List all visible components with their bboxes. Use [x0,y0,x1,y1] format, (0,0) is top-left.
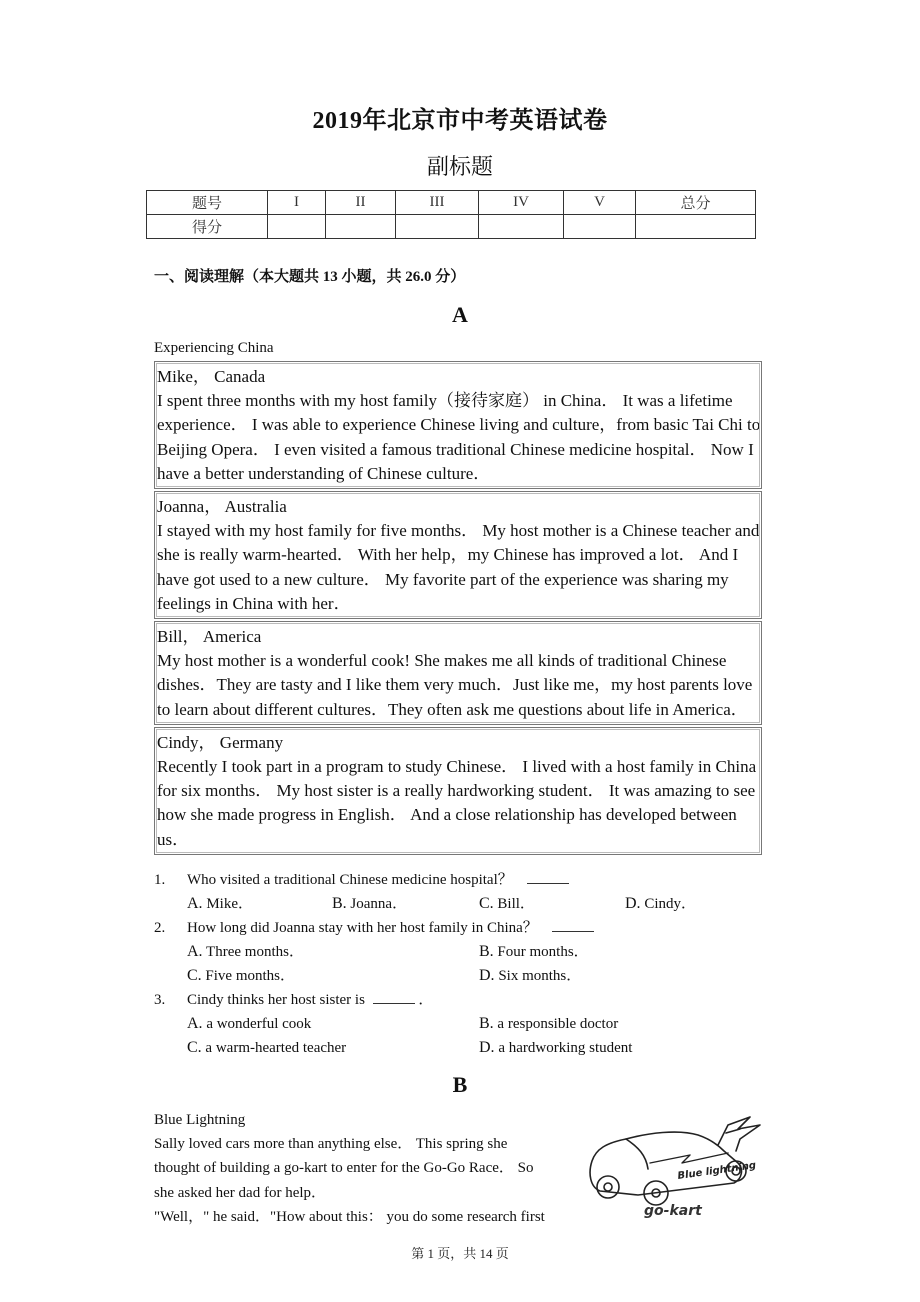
score-table-header-cell: IV [479,191,564,215]
profile-text: I stayed with my host family for five months． My host mother is a Chinese teacher and she is really warm-hearted． With her help，my Chinese has improved a lot． And I have got used to a new culture． My favorite part of the experience was sharing my feelings in China with her． [157,521,760,613]
go-kart-icon [578,1103,766,1225]
score-table-header-cell: V [564,191,636,215]
answer-blank[interactable] [552,917,594,932]
question-2 [154,916,774,940]
profile-header: Bill， America [157,627,262,647]
go-kart-caption: go-kart [644,1203,702,1219]
profile-header: Joanna， Australia [157,497,287,517]
part-a-passage-title: Experiencing China [154,340,274,356]
score-table-header-cell: II [326,191,396,215]
option-d[interactable]: D. Six months． [479,967,582,984]
question-2-options-row-2 [154,964,774,988]
score-cell [326,215,396,239]
score-cell [268,215,326,239]
option-b[interactable]: B. Four months． [479,943,589,960]
question-3: 3. Cindy thinks her host sister is ． [154,988,774,1012]
score-table-score-row [147,215,756,239]
profile-boxes [154,361,762,857]
answer-blank[interactable] [527,869,569,884]
part-b-passage-title: Blue Lightning [154,1112,246,1128]
car-label: Blue lightning [676,1160,757,1182]
option-b[interactable]: B. Joanna． [332,895,408,912]
question-1-options [154,892,774,916]
option-a[interactable]: A. Mike． [187,895,253,912]
score-table-header-row [147,191,756,215]
passage-line: she asked her dad for help． [154,1184,327,1201]
score-table-header-cell: 题号 [147,191,268,215]
option-d[interactable]: D. Cindy． [625,895,696,912]
option-a[interactable]: A. a wonderful cook [187,1015,312,1032]
profile-box-cindy [154,727,762,855]
part-a-letter: A [452,302,468,327]
option-d[interactable]: D. a hardworking student [479,1039,633,1056]
answer-blank[interactable] [373,989,415,1004]
profile-header: Mike， Canada [157,367,266,386]
passage-line: "Well，" he said．"How about this： you do some research first [154,1208,545,1225]
option-a[interactable]: A. Three months． [187,943,304,960]
score-table [146,190,756,239]
score-cell [636,215,756,239]
profile-box-joanna [154,491,762,619]
profile-box-bill [154,621,762,725]
score-table-header-cell: I [268,191,326,215]
question-number: 3. [154,992,166,1008]
option-c[interactable]: C. Bill． [479,895,535,912]
question-text: Cindy thinks her host sister is [187,992,365,1008]
profile-text: I spent three months with my host family（接待家庭） in China． It was a lifetime experience． I was able to experience Chinese living and culture，from basic Tai Chi to Beijing Opera． I even visited a famous traditional Chinese medicine hospital． Now I have a better understanding of Chinese culture． [157,391,761,483]
question-text: Who visited a traditional Chinese medicine hospital？ [187,872,513,888]
question-3-options-row-1 [154,1012,774,1036]
question-3-options-row-2 [154,1036,774,1060]
score-table-header-cell: III [396,191,479,215]
question-text: How long did Joanna stay with her host family in China？ [187,920,538,936]
question-1 [154,868,774,892]
profile-box-mike [154,361,762,489]
part-b-passage [154,1108,574,1229]
passage-line: Sally loved cars more than anything else． This spring she [154,1136,508,1153]
score-cell [396,215,479,239]
question-number: 1. [154,872,166,888]
option-c[interactable]: C. a warm-hearted teacher [187,1039,347,1056]
go-kart-image [578,1103,766,1225]
option-b[interactable]: B. a responsible doctor [479,1015,619,1032]
page-footer: 第 1 页，共 14 页 [411,1246,509,1261]
option-c[interactable]: C. Five months． [187,967,296,984]
question-2-options-row-1 [154,940,774,964]
question-number: 2. [154,920,166,936]
score-table-header-cell: 总分 [636,191,756,215]
part-b-letter: B [452,1072,468,1097]
score-table-row-label: 得分 [147,215,268,239]
profile-text: Recently I took part in a program to study Chinese． I lived with a host family in China for six months． My host sister is a really hardworking student． It was amazing to see how she made progress in English． And a close relationship has developed between us． [157,757,757,849]
section-heading: 一、阅读理解（本大题共 13 小题，共 26.0 分） [154,269,466,285]
profile-text: My host mother is a wonderful cook! She makes me all kinds of traditional Chinese dishes．They are tasty and I like them very much．Just like me，my host parents love to learn about different cultures．They often ask me questions about life in America． [157,651,753,719]
profile-header: Cindy， Germany [157,732,284,752]
questions-list [154,868,774,1060]
exam-title: 2019年北京市中考英语试卷 [312,108,608,134]
score-cell [479,215,564,239]
score-cell [564,215,636,239]
passage-line: thought of building a go-kart to enter for the Go-Go Race． So [154,1160,534,1177]
exam-subtitle: 副标题 [426,154,493,179]
